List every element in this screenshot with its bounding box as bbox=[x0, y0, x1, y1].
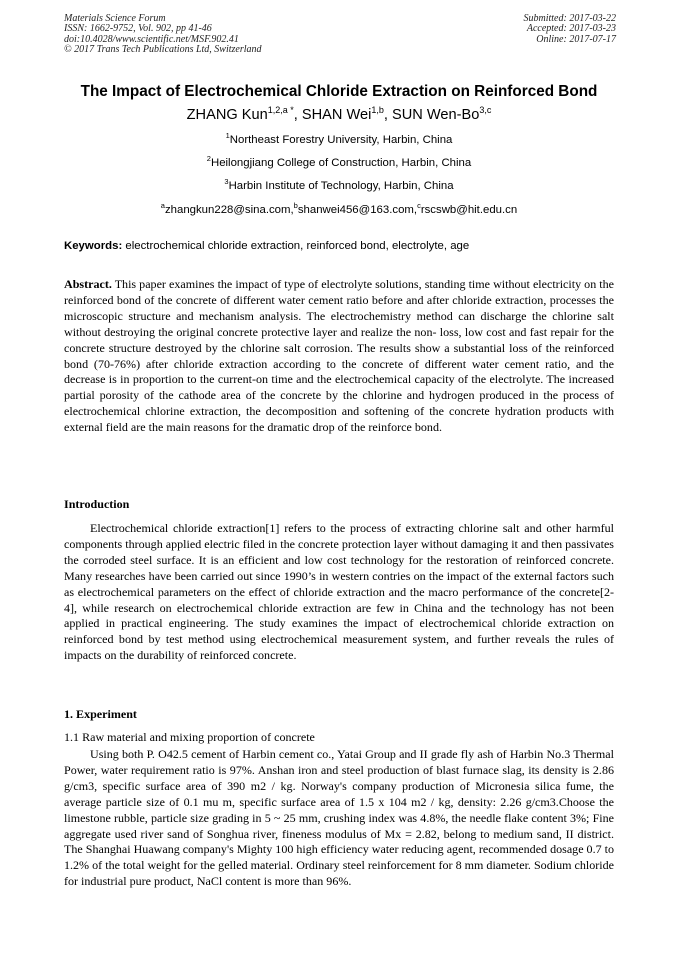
journal-name: Materials Science Forum bbox=[64, 13, 166, 24]
email-superscript: b bbox=[293, 201, 298, 210]
email-link[interactable]: rscswb@hit.edu.cn bbox=[420, 204, 518, 216]
abstract-text: This paper examines the impact of type of electrolyte solutions, standing time without electricity on the reinforced bond of the concrete of different water cement ratio before and after chloride extraction, processes the microscopic structure and mechanism analysis. The electrochemistry method can discharge the chlorine salt without destroying the original concrete protective layer and realize the non- loss, low cost and fast repair for the concrete structure destroyed by the chlorine salt corrosion. The results show a substantial loss of the reinforced bond (70-76%) after chloride extraction according to the concrete of different water cement ratio, and the decrease is in proportion to the current-on time and the electrochemical capacity of the electrolyte. The increased partial porosity of the cathode area of the concrete by the chlorine and hydrogen produced in the process of electrochemical chlorine extraction, the decomposition and softening of the concrete hydration products with external field are the main reasons for the dramatic drop of the reinforce bond. bbox=[64, 277, 614, 435]
author-superscript: 1,2,a * bbox=[267, 105, 294, 115]
accepted-date: Accepted: 2017-03-23 bbox=[526, 23, 616, 35]
experiment-text: Using both P. O42.5 cement of Harbin cement co., Yatai Group and II grade fly ash of Harbin No.3 Thermal Power, water requirement ratio is 97%. Anshan iron and steel production of blast furnace slag, its density is 2.86 g/cm3, specific surface area of 390 m2 / kg. Norway's company production of Micronesia silica fume, the average particle size of 0.1 mu m, specific surface area of 1.5 x 104 m2 / kg, density: 2.26 g/cm3.Choose the limestone rubble, particle size grading in 5 ~ 25 mm, crushing index was 4.8%, the needle flake content 3%; Fine aggregate used river sand of Songhua river, fineness modulus of Mx = 2.82, belong to medium sand, II district. The Shanghai Huawang company's Mighty 100 high efficiency water reducing agent, recommended dosage 0.7 to 1.2% of the total weight for the gelled material. Ordinary steel reinforcement for 8 mm diameter. Sodium chloride for industrial pure product, NaCl content is more than 96%. bbox=[64, 747, 614, 889]
affiliation-1 bbox=[0, 131, 678, 146]
email-superscript: c bbox=[417, 201, 421, 210]
introduction-heading: Introduction bbox=[64, 497, 130, 511]
author-superscript: 3,c bbox=[479, 105, 492, 115]
publication-dates bbox=[524, 14, 617, 45]
keywords-label: Keywords: bbox=[64, 240, 123, 252]
author-name: SHAN Wei bbox=[301, 107, 372, 123]
doi-line[interactable]: doi:10.4028/www.scientific.net/MSF.902.41 bbox=[64, 33, 239, 45]
keywords bbox=[64, 240, 624, 252]
introduction-text: Electrochemical chloride extraction[1] refers to the process of extracting chlorine salt and other harmful components through applied electric filed in the concrete protection layer without damaging it and then passivates the corroded steel surface. It is an efficient and low cost technology for the restoration of reinforced concrete. Many researches have been carried out since 1990’s in western contries on the impact of the external factors such as electrochemical parameters on the effect of chloride extraction and the macro performance of the concrete[2-4], while research on electrochemical chloride extraction are few in China and the technology has not been applied in practical engineering. The study examines the impact of electrochemical chloride extraction on reinforced bond by test method using electrochemical measurement system, and further reveals the rules of impacts on the durability of reinforced concrete. bbox=[64, 521, 614, 663]
author-separator: , bbox=[383, 107, 392, 123]
affiliation-superscript: 3 bbox=[224, 177, 229, 186]
online-date: Online: 2017-07-17 bbox=[536, 33, 616, 45]
affiliation-text: Northeast Forestry University, Harbin, China bbox=[229, 134, 453, 146]
affiliation-2 bbox=[0, 154, 678, 169]
email-link[interactable]: zhangkun228@sina.com, bbox=[164, 204, 294, 216]
affiliation-text: Harbin Institute of Technology, Harbin, China bbox=[228, 180, 454, 192]
experiment-heading: 1. Experiment bbox=[64, 707, 137, 721]
copyright-line: © 2017 Trans Tech Publications Ltd, Switzerland bbox=[64, 43, 262, 55]
email-link[interactable]: shanwei456@163.com, bbox=[297, 204, 418, 216]
author-name: ZHANG Kun bbox=[186, 107, 268, 123]
affiliation-text: Heilongjiang College of Construction, Harbin, China bbox=[210, 157, 472, 169]
email-line bbox=[0, 201, 678, 216]
author-list bbox=[0, 107, 678, 123]
abstract-label: Abstract. bbox=[64, 277, 112, 291]
author-name: SUN Wen-Bo bbox=[392, 107, 480, 123]
keywords-text: electrochemical chloride extraction, reinforced bond, electrolyte, age bbox=[125, 240, 470, 252]
author-superscript: 1,b bbox=[371, 105, 384, 115]
affiliation-superscript: 1 bbox=[225, 131, 230, 140]
submitted-date: Submitted: 2017-03-22 bbox=[523, 13, 616, 24]
email-superscript: a bbox=[160, 201, 165, 210]
issn-line: ISSN: 1662-9752, Vol. 902, pp 41-46 bbox=[64, 23, 212, 35]
journal-info bbox=[64, 14, 262, 55]
experiment-subheading: 1.1 Raw material and mixing proportion of concrete bbox=[64, 730, 315, 744]
abstract bbox=[64, 277, 614, 436]
author-separator: , bbox=[293, 107, 302, 123]
affiliation-superscript: 2 bbox=[206, 154, 211, 163]
affiliation-3 bbox=[0, 177, 678, 192]
paper-title: The Impact of Electrochemical Chloride Extraction on Reinforced Bond bbox=[80, 83, 598, 100]
